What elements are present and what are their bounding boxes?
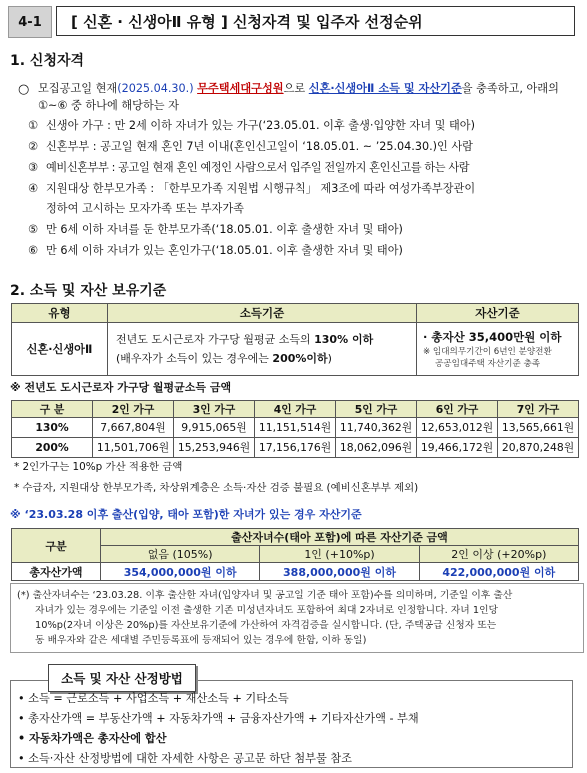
table2-title: ※ 전년도 도시근로자 가구당 월평균소득 금액 — [10, 381, 232, 394]
section-number-box: 4-1 — [8, 6, 52, 38]
table-row: 130% 7,667,804원 9,915,065원 11,151,514원 11,740,362원 12,653,012원 13,565,661원 — [12, 418, 579, 438]
footnote-box: (*) 출산자녀수는 ‘23.03.28. 이후 출산한 자녀(입양자녀 및 공고일 기준 태아 포함)수를 의미하며, 기준일 이후 출산 자녀가 있는 경우에는 기준일 이전 출생한 기존 미성년자녀도 포함하여 최대 2자녀로 인정합니다. 자녀 1인당 10%p(2자녀 이상은 20%p)를 자산보유기준에 가산하여 자격검증을 실시합니다. (단, 주택공급 신청자 또는 동 배우자와 같은 세대별 주민등록표에 등재되어 있는 경우에 한함, 이하 동일) — [10, 583, 584, 653]
note-exempt: * 수급자, 지원대상 한부모가족, 차상위계층은 소득·자산 검증 불필요 (예비신혼부부 제외) — [14, 482, 419, 494]
calc-method-title: 소득 및 자산 산정방법 — [48, 664, 196, 692]
calc-line: • 소득 = 근로소득 + 사업소득 + 재산소득 + 기타소득 — [18, 692, 289, 705]
asset-by-children-table: 구분 출산자녀수(태아 포함)에 따른 자산기준 금액 없음 (105%) 1인 (+10%p) 2인 이상 (+20%p) 총자산가액 354,000,000원 이하 388,000,000원 이하 422,000,000원 이하 — [11, 528, 579, 581]
table3-title: ※ ‘23.03.28 이후 출산(입양, 태아 포함)한 자녀가 있는 경우 자산기준 — [10, 508, 362, 521]
calc-line: • 총자산가액 = 부동산가액 + 자동차가액 + 금융자산가액 + 기타자산가액 - 부채 — [18, 712, 419, 725]
note-two-person: * 2인가구는 10%p 가산 적용한 금액 — [14, 461, 183, 473]
list-item: ② 신혼부부 : 공고일 현재 혼인 7년 이내(혼인신고일이 ‘18.05.01. ~ ’25.04.30.)인 사람 — [28, 140, 473, 153]
type-cell: 신혼·신생아Ⅱ — [12, 323, 108, 376]
col-asset: 자산기준 — [417, 304, 579, 323]
eligibility-bullet: ○ 모집공고일 현재(2025.04.30.) 무주택세대구성원으로 신혼·신생아Ⅱ 소득 및 자산기준을 충족하고, 아래의 ①~⑥ 중 하나에 해당하는 자 — [18, 82, 559, 112]
list-item: ① 신생아 가구 : 만 2세 이하 자녀가 있는 가구(‘23.05.01. 이후 출생·입양한 자녀 및 태아) — [28, 119, 475, 132]
calc-line: • 소득·자산 산정방법에 대한 자세한 사항은 공고문 하단 첨부물 참조 — [18, 752, 352, 765]
col-type: 유형 — [12, 304, 108, 323]
page-title: [ 신혼 · 신생아Ⅱ 유형 ] 신청자격 및 입주자 선정순위 — [56, 6, 575, 36]
list-item: ⑤ 만 6세 이하 자녀를 둔 한부모가족(‘18.05.01. 이후 출생한 자녀 및 태아) — [28, 223, 403, 236]
income-asset-condition: 신혼·신생아Ⅱ 소득 및 자산기준 — [308, 82, 462, 95]
col-income: 소득기준 — [108, 304, 417, 323]
table-row: 200% 11,501,706원 15,253,946원 17,156,176원 18,062,096원 19,466,172원 20,870,248원 — [12, 438, 579, 458]
notice-date: (2025.04.30.) — [117, 82, 194, 95]
circle-bullet-icon: ○ — [18, 82, 30, 97]
header — [8, 6, 575, 36]
income-asset-table — [11, 303, 579, 376]
household-condition: 무주택세대구성원 — [197, 82, 284, 95]
list-item: ④ 지원대상 한부모가족 : 「한부모가족 지원법 시행규칙」 제3조에 따라 여성가족부장관이 — [28, 182, 476, 195]
income-cell: 전년도 도시근로자 가구당 월평균 소득의 130% 이하 (배우자가 소득이 있는 경우에는 200%이하) — [108, 323, 417, 376]
income-amount-table: 구 분 2인 가구 3인 가구 4인 가구 5인 가구 6인 가구 7인 가구 130% 7,667,804원 9,915,065원 11,151,514원 11,740,362원 12,653,012원 13,565,661원 200% 11,501,706원 15,253,946원 17,156,176원 18,062,096원 19,466,172원 20,870,248원 — [11, 400, 579, 458]
asset-cell: · 총자산 35,400만원 이하 ※ 임대의무기간이 6년인 분양전환 공공임대주택 자산기준 충족 — [417, 323, 579, 376]
list-item: ⑥ 만 6세 이하 자녀가 있는 혼인가구(‘18.05.01. 이후 출생한 자녀 및 태아) — [28, 244, 403, 257]
list-item: 정하여 고시하는 모자가족 또는 부자가족 — [46, 202, 244, 215]
section1-title: 1. 신청자격 — [10, 53, 85, 69]
table-row: 총자산가액 354,000,000원 이하 388,000,000원 이하 422,000,000원 이하 — [12, 563, 579, 581]
calc-line: • 자동차가액은 총자산에 합산 — [18, 732, 167, 745]
section2-title: 2. 소득 및 자산 보유기준 — [10, 283, 167, 299]
list-item: ③ 예비신혼부부 : 공고일 현재 혼인 예정인 사람으로서 입주일 전일까지 혼인신고를 하는 사람 — [28, 161, 470, 174]
